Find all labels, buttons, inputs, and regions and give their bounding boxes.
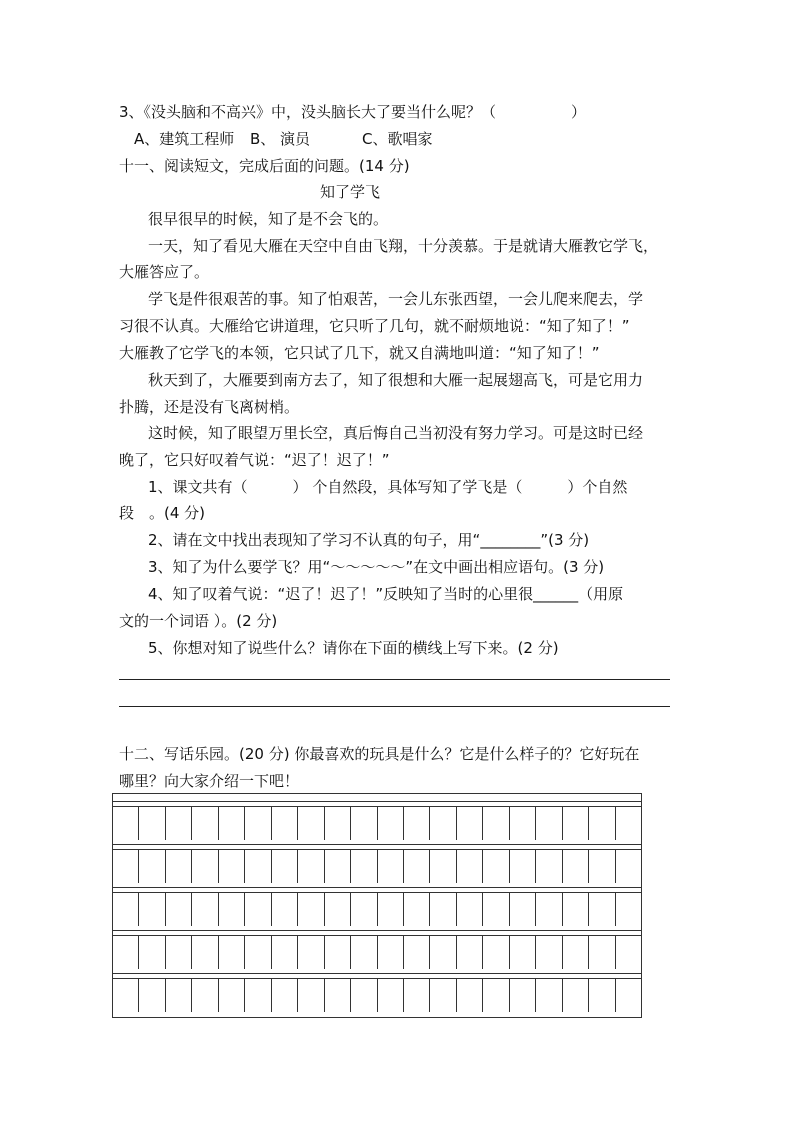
grid-cell[interactable] bbox=[113, 892, 138, 926]
grid-cell[interactable] bbox=[456, 892, 482, 926]
grid-cell[interactable] bbox=[456, 806, 482, 840]
grid-cell[interactable] bbox=[403, 892, 429, 926]
grid-cell[interactable] bbox=[615, 849, 641, 883]
paragraph-line: 学飞是件很艰苦的事。知了怕艰苦，一会儿东张西望，一会儿爬来爬去，学 bbox=[148, 290, 644, 308]
grid-cell[interactable] bbox=[324, 892, 350, 926]
grid-cell[interactable] bbox=[324, 849, 350, 883]
grid-cell[interactable] bbox=[562, 849, 588, 883]
grid-cell[interactable] bbox=[403, 849, 429, 883]
grid-cell[interactable] bbox=[350, 892, 376, 926]
grid-cell[interactable] bbox=[377, 892, 403, 926]
grid-cell[interactable] bbox=[165, 978, 191, 1012]
section-11-heading: 十一、阅读短文，完成后面的问题。(14 分) bbox=[119, 157, 410, 175]
grid-cell[interactable] bbox=[535, 935, 561, 969]
grid-cell[interactable] bbox=[535, 849, 561, 883]
question-2: 2、请在文中找出表现知了学习不认真的句子，用“________”(3 分) bbox=[148, 531, 590, 549]
answer-line[interactable] bbox=[119, 679, 670, 680]
grid-cell[interactable] bbox=[113, 978, 138, 1012]
grid-cell[interactable] bbox=[456, 978, 482, 1012]
grid-cell[interactable] bbox=[403, 935, 429, 969]
grid-cell[interactable] bbox=[350, 849, 376, 883]
story-title: 知了学飞 bbox=[320, 183, 381, 201]
grid-cell[interactable] bbox=[535, 806, 561, 840]
grid-cell[interactable] bbox=[615, 978, 641, 1012]
grid-cell[interactable] bbox=[509, 892, 535, 926]
grid-cell[interactable] bbox=[297, 806, 323, 840]
grid-cell[interactable] bbox=[615, 935, 641, 969]
grid-cell[interactable] bbox=[403, 806, 429, 840]
grid-cell[interactable] bbox=[482, 849, 508, 883]
grid-cell[interactable] bbox=[535, 892, 561, 926]
grid-cell[interactable] bbox=[218, 806, 244, 840]
grid-cell[interactable] bbox=[509, 849, 535, 883]
option-b: B、 演员 bbox=[250, 130, 311, 148]
question-1-cont: 段 。(4 分) bbox=[119, 504, 206, 522]
grid-cell[interactable] bbox=[271, 892, 297, 926]
grid-cell[interactable] bbox=[244, 935, 270, 969]
grid-cell[interactable] bbox=[588, 892, 614, 926]
grid-cell[interactable] bbox=[113, 849, 138, 883]
grid-cell[interactable] bbox=[191, 978, 217, 1012]
grid-cell[interactable] bbox=[271, 849, 297, 883]
grid-cell[interactable] bbox=[615, 806, 641, 840]
grid-cell[interactable] bbox=[429, 806, 455, 840]
grid-cell[interactable] bbox=[429, 978, 455, 1012]
option-c: C、歌唱家 bbox=[362, 130, 433, 148]
grid-cell[interactable] bbox=[244, 849, 270, 883]
grid-cell[interactable] bbox=[324, 935, 350, 969]
grid-cell[interactable] bbox=[482, 978, 508, 1012]
grid-cell[interactable] bbox=[244, 892, 270, 926]
grid-cell[interactable] bbox=[271, 978, 297, 1012]
grid-row bbox=[113, 978, 641, 1012]
grid-cell[interactable] bbox=[562, 892, 588, 926]
grid-cell[interactable] bbox=[138, 892, 164, 926]
grid-row bbox=[113, 806, 641, 840]
grid-cell[interactable] bbox=[403, 978, 429, 1012]
grid-cell[interactable] bbox=[138, 978, 164, 1012]
grid-cell[interactable] bbox=[350, 935, 376, 969]
grid-cell[interactable] bbox=[482, 935, 508, 969]
grid-cell[interactable] bbox=[588, 806, 614, 840]
grid-cell[interactable] bbox=[509, 935, 535, 969]
paragraph-line: 秋天到了，大雁要到南方去了，知了很想和大雁一起展翅高飞，可是它用力 bbox=[148, 371, 644, 389]
grid-cell[interactable] bbox=[271, 935, 297, 969]
grid-cell[interactable] bbox=[218, 849, 244, 883]
grid-cell[interactable] bbox=[244, 806, 270, 840]
question-3-text: 3、《没头脑和不高兴》中，没头脑长大了要当什么呢？（ ） bbox=[119, 103, 587, 121]
section-12-heading-cont: 哪里？向大家介绍一下吧！ bbox=[119, 772, 300, 790]
grid-cell[interactable] bbox=[324, 978, 350, 1012]
grid-cell[interactable] bbox=[456, 935, 482, 969]
grid-row bbox=[113, 935, 641, 969]
paragraph-line: 习很不认真。大雁给它讲道理，它只听了几句，就不耐烦地说：“知了知了！” bbox=[119, 317, 630, 335]
grid-cell[interactable] bbox=[113, 806, 138, 840]
paragraph-line: 晚了，它只好叹着气说：“迟了！迟了！” bbox=[119, 451, 390, 469]
grid-cell[interactable] bbox=[324, 806, 350, 840]
grid-cell[interactable] bbox=[562, 978, 588, 1012]
question-4-cont: 文的一个词语 ）。(2 分) bbox=[119, 612, 278, 630]
grid-cell[interactable] bbox=[429, 892, 455, 926]
grid-cell[interactable] bbox=[218, 978, 244, 1012]
grid-cell[interactable] bbox=[535, 978, 561, 1012]
answer-line[interactable] bbox=[119, 706, 670, 707]
grid-cell[interactable] bbox=[138, 806, 164, 840]
grid-cell[interactable] bbox=[271, 806, 297, 840]
grid-cell[interactable] bbox=[297, 849, 323, 883]
paragraph-line: 很早很早的时候，知了是不会飞的。 bbox=[148, 210, 389, 228]
paragraph-line: 这时候，知了眼望万里长空，真后悔自己当初没有努力学习。可是这时已经 bbox=[148, 424, 644, 442]
grid-cell[interactable] bbox=[165, 849, 191, 883]
grid-cell[interactable] bbox=[377, 978, 403, 1012]
question-4: 4、知了叹着气说：“迟了！迟了！”反映知了当时的心里很______（用原 bbox=[148, 585, 624, 603]
grid-cell[interactable] bbox=[165, 935, 191, 969]
grid-cell[interactable] bbox=[482, 806, 508, 840]
grid-cell[interactable] bbox=[562, 806, 588, 840]
grid-cell[interactable] bbox=[191, 849, 217, 883]
grid-cell[interactable] bbox=[350, 978, 376, 1012]
grid-cell[interactable] bbox=[191, 806, 217, 840]
grid-cell[interactable] bbox=[113, 935, 138, 969]
paragraph-line: 大雁答应了。 bbox=[119, 263, 210, 281]
grid-cell[interactable] bbox=[138, 849, 164, 883]
grid-cell[interactable] bbox=[244, 978, 270, 1012]
grid-cell[interactable] bbox=[377, 935, 403, 969]
grid-row bbox=[113, 849, 641, 883]
grid-cell[interactable] bbox=[377, 849, 403, 883]
grid-cell[interactable] bbox=[297, 978, 323, 1012]
grid-cell[interactable] bbox=[377, 806, 403, 840]
grid-cell[interactable] bbox=[429, 935, 455, 969]
grid-cell[interactable] bbox=[191, 892, 217, 926]
section-12-heading: 十二、写话乐园。(20 分) 你最喜欢的玩具是什么？它是什么样子的？它好玩在 bbox=[119, 745, 640, 763]
grid-cell[interactable] bbox=[588, 849, 614, 883]
grid-cell[interactable] bbox=[456, 849, 482, 883]
grid-cell[interactable] bbox=[191, 935, 217, 969]
grid-cell[interactable] bbox=[429, 849, 455, 883]
grid-cell[interactable] bbox=[615, 892, 641, 926]
writing-grid[interactable] bbox=[112, 793, 642, 1018]
grid-cell[interactable] bbox=[165, 806, 191, 840]
grid-cell[interactable] bbox=[138, 935, 164, 969]
grid-cell[interactable] bbox=[297, 935, 323, 969]
grid-cell[interactable] bbox=[218, 892, 244, 926]
paragraph-line: 大雁教了它学飞的本领，它只试了几下，就又自满地叫道：“知了知了！” bbox=[119, 344, 600, 362]
grid-cell[interactable] bbox=[350, 806, 376, 840]
paragraph-line: 一天，知了看见大雁在天空中自由飞翔，十分羡慕。于是就请大雁教它学飞， bbox=[148, 237, 659, 255]
grid-cell[interactable] bbox=[297, 892, 323, 926]
grid-cell[interactable] bbox=[509, 978, 535, 1012]
grid-cell[interactable] bbox=[218, 935, 244, 969]
grid-cell[interactable] bbox=[588, 935, 614, 969]
grid-cell[interactable] bbox=[588, 978, 614, 1012]
question-5: 5、你想对知了说些什么？请你在下面的横线上写下来。(2 分) bbox=[148, 639, 559, 657]
question-1: 1、课文共有（ ） 个自然段，具体写知了学飞是（ ）个自然 bbox=[148, 478, 628, 496]
grid-cell[interactable] bbox=[482, 892, 508, 926]
option-a: A、建筑工程师 bbox=[134, 130, 235, 148]
grid-cell[interactable] bbox=[165, 892, 191, 926]
grid-cell[interactable] bbox=[509, 806, 535, 840]
question-3-sub: 3、知了为什么要学飞？用“～～～～～”在文中画出相应语句。(3 分) bbox=[148, 558, 605, 576]
paragraph-line: 扑腾，还是没有飞离树梢。 bbox=[119, 398, 300, 416]
grid-cell[interactable] bbox=[562, 935, 588, 969]
grid-row bbox=[113, 892, 641, 926]
